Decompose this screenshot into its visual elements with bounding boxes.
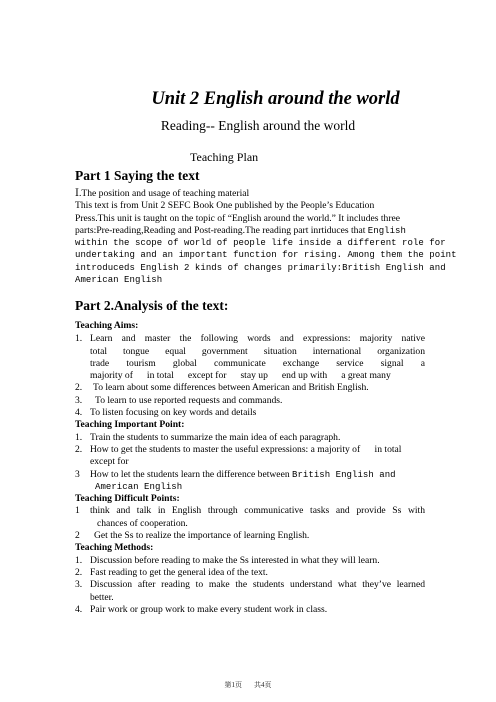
list-item xyxy=(75,567,425,579)
list-item-cont xyxy=(75,370,425,382)
paragraph-line: introduceds English 2 kinds of changes primarily:British English and xyxy=(75,262,446,273)
list-number: 2. xyxy=(75,382,83,394)
list-number: 1 xyxy=(75,505,80,517)
list-item xyxy=(75,530,425,542)
list-number: 2. xyxy=(75,566,83,578)
list-number: 3 xyxy=(75,468,80,480)
vocab-phrase: in total xyxy=(146,370,174,382)
list-item-cont xyxy=(75,358,425,370)
list-text: Fast reading to get the general idea of the text. xyxy=(90,566,268,578)
list-item xyxy=(75,505,425,517)
vocab-phrase: a great many xyxy=(341,370,391,382)
difficult-points-label: Teaching Difficult Points: xyxy=(75,493,180,505)
list-number: 2. xyxy=(75,443,83,455)
list-text-mono: British English and xyxy=(292,469,396,480)
paragraph-line: American English xyxy=(75,275,163,286)
document-title: Unit 2 English around the world xyxy=(151,89,400,109)
vocab-line: trade tourism global communicate exchange service signal a xyxy=(90,357,425,369)
list-item xyxy=(75,432,425,444)
vocab-phrase: stay up xyxy=(240,370,268,382)
list-text: Get the Ss to realize the importance of learning English. xyxy=(94,530,310,542)
paragraph-line: within the scope of world of people life inside a different role for xyxy=(75,238,446,249)
part2-heading: Part 2.Analysis of the text: xyxy=(75,298,229,313)
paragraph-line: Press.This unit is taught on the topic of “English around the world.” It includes three xyxy=(75,212,401,224)
vocab-line xyxy=(90,370,425,382)
list-item xyxy=(75,444,425,456)
vocab-phrase: end up with xyxy=(281,370,328,382)
list-item xyxy=(75,555,425,567)
list-item-cont xyxy=(75,481,425,493)
list-number: 1. xyxy=(75,554,83,566)
list-text: Train the students to summarize the main idea of each paragraph. xyxy=(90,431,341,443)
list-number: 1. xyxy=(75,431,83,443)
list-text: Discussion before reading to make the Ss interested in what they will learn. xyxy=(90,554,380,566)
list-text: Pair work or group work to make every student work in class. xyxy=(90,603,328,615)
list-text: To listen focusing on key words and details xyxy=(90,407,257,419)
list-item xyxy=(75,579,425,591)
page-number: 第1页 xyxy=(224,681,242,689)
part1-body xyxy=(75,188,457,286)
list-text: To learn to use reported requests and commands. xyxy=(95,394,283,406)
list-number: 3. xyxy=(75,579,83,591)
vocab-phrase: except for xyxy=(187,370,227,382)
list-text: think and talk in English through communicative tasks and provide Ss with xyxy=(90,505,425,517)
vocab-phrase: majority of xyxy=(90,370,133,382)
list-text: chances of cooperation. xyxy=(97,517,188,529)
total-pages: 共4页 xyxy=(254,681,272,689)
vocab-line: Learn and master the following words and expressions: majority native xyxy=(90,333,425,345)
list-item-cont xyxy=(75,456,425,468)
list-text: How to get the students to master the useful expressions: a majority of in total xyxy=(90,443,402,455)
list-text-mono: American English xyxy=(95,481,183,492)
list-number: 2 xyxy=(75,530,80,542)
document-subtitle: Reading-- English around the world xyxy=(160,118,356,133)
teaching-aims-label: Teaching Aims: xyxy=(75,320,139,331)
paragraph-text: parts:Pre-reading,Reading and Post-reading.The reading part inrtiduces that xyxy=(75,224,368,236)
list-item xyxy=(75,407,425,419)
list-item-cont xyxy=(75,346,425,358)
section-title: .The position and usage of teaching material xyxy=(78,188,250,199)
page-footer xyxy=(0,680,496,690)
paragraph-line xyxy=(75,225,425,237)
list-text: better. xyxy=(90,591,114,603)
list-number: 3. xyxy=(75,394,83,406)
teaching-methods-label: Teaching Methods: xyxy=(75,542,154,554)
list-text: To learn about some differences between American and British English. xyxy=(93,382,369,394)
list-item xyxy=(75,469,425,481)
vocab-line: total tongue equal government situation international organization xyxy=(90,345,425,357)
list-text: Discussion after reading to make the students understand what they’ve learned xyxy=(90,579,425,591)
teaching-plan-label: Teaching Plan xyxy=(190,150,259,164)
list-item xyxy=(75,382,425,394)
list-text xyxy=(90,469,425,481)
list-number: 4. xyxy=(75,603,83,615)
paragraph-line: This text is from Unit 2 SEFC Book One published by the People’s Education xyxy=(75,200,375,212)
list-text: except for xyxy=(90,456,129,468)
list-item xyxy=(75,395,425,407)
list-text-part: How to let the students learn the difference between xyxy=(90,468,293,480)
list-number: 1. xyxy=(75,333,83,345)
list-item xyxy=(75,604,425,616)
important-point-label: Teaching Important Point: xyxy=(75,419,185,431)
section-title-line xyxy=(75,188,425,200)
paragraph-line: undertaking and an important function for rising. Among them the point xyxy=(75,250,457,261)
list-item xyxy=(75,333,425,345)
list-number: 4. xyxy=(75,407,83,419)
part1-heading: Part 1 Saying the text xyxy=(75,168,200,183)
list-item-cont xyxy=(75,518,425,530)
part2-body xyxy=(75,320,425,616)
list-item-cont xyxy=(75,592,425,604)
roman-numeral: Ⅰ xyxy=(75,188,79,199)
paragraph-text-mono: English xyxy=(367,225,406,236)
